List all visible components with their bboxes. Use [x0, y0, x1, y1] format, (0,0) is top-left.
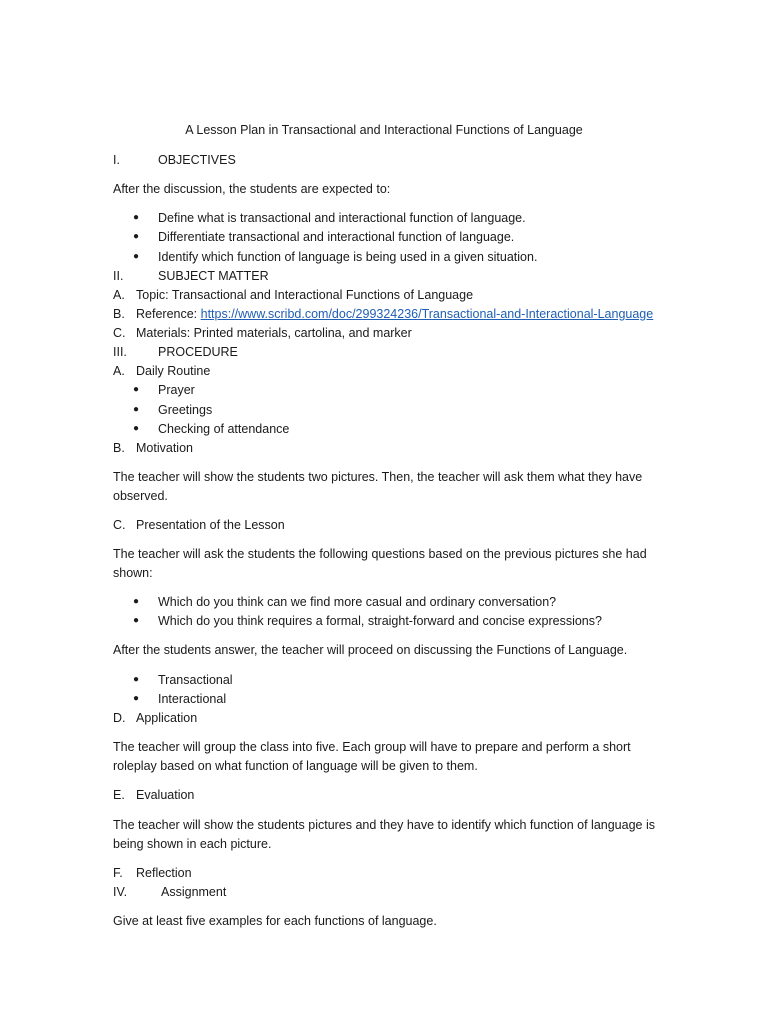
presentation-paragraph-line: The teacher will ask the students the following questions based on the previous pictures she had [113, 547, 647, 561]
reference-line [136, 305, 653, 323]
evaluation-heading: Evaluation [136, 788, 195, 802]
motivation-heading: Motivation [136, 441, 193, 455]
item-letter: F. [113, 866, 123, 880]
reference-link[interactable]: https://www.scribd.com/doc/299324236/Transactional-and-Interactional-Language [200, 307, 654, 321]
presentation-heading: Presentation of the Lesson [136, 518, 285, 532]
motivation-paragraph-line: The teacher will show the students two pictures. Then, the teacher will ask them what they have [113, 470, 643, 484]
bullet-icon: ● [133, 674, 140, 685]
item-letter: A. [113, 288, 125, 302]
section-number-assignment: IV. [113, 885, 128, 899]
function-item: Interactional [158, 692, 227, 706]
bullet-icon: ● [133, 404, 140, 415]
page-title: A Lesson Plan in Transactional and Interactional Functions of Language [185, 123, 583, 137]
evaluation-paragraph-line: The teacher will show the students pictures and they have to identify which function of language is [113, 818, 655, 832]
bullet-icon: ● [133, 596, 140, 607]
application-paragraph-line: The teacher will group the class into five. Each group will have to prepare and perform a short [113, 740, 631, 754]
routine-item: Greetings [158, 403, 213, 417]
routine-item: Checking of attendance [158, 422, 290, 436]
bullet-icon: ● [133, 384, 140, 395]
item-letter: B. [113, 441, 125, 455]
bullet-icon: ● [133, 212, 140, 223]
bullet-icon: ● [133, 231, 140, 242]
section-number-objectives: I. [113, 153, 120, 167]
reference-label: Reference: [136, 307, 201, 321]
application-heading: Application [136, 711, 198, 725]
topic-line: Topic: Transactional and Interactional Functions of Language [136, 288, 474, 302]
section-heading-assignment: Assignment [161, 885, 227, 899]
objectives-intro: After the discussion, the students are expected to: [113, 182, 391, 196]
item-letter: B. [113, 307, 125, 321]
bullet-icon: ● [133, 693, 140, 704]
objective-item: Define what is transactional and interactional function of language. [158, 211, 526, 225]
presentation-paragraph-line: shown: [113, 566, 153, 580]
daily-routine-heading: Daily Routine [136, 364, 211, 378]
materials-line: Materials: Printed materials, cartolina, and marker [136, 326, 412, 340]
item-letter: D. [113, 711, 126, 725]
item-letter: C. [113, 326, 126, 340]
assignment-paragraph: Give at least five examples for each functions of language. [113, 914, 437, 928]
section-number-subject-matter: II. [113, 269, 124, 283]
question-item: Which do you think requires a formal, straight-forward and concise expressions? [158, 614, 602, 628]
function-item: Transactional [158, 673, 233, 687]
objective-item: Differentiate transactional and interactional function of language. [158, 230, 515, 244]
section-heading-objectives: OBJECTIVES [158, 153, 236, 167]
item-letter: E. [113, 788, 125, 802]
motivation-paragraph-line: observed. [113, 489, 168, 503]
reflection-heading: Reflection [136, 866, 192, 880]
application-paragraph-line: roleplay based on what function of language will be given to them. [113, 759, 478, 773]
objective-item: Identify which function of language is being used in a given situation. [158, 250, 538, 264]
section-heading-procedure: PROCEDURE [158, 345, 238, 359]
bullet-icon: ● [133, 423, 140, 434]
section-heading-subject-matter: SUBJECT MATTER [158, 269, 269, 283]
section-number-procedure: III. [113, 345, 127, 359]
evaluation-paragraph-line: being shown in each picture. [113, 837, 272, 851]
routine-item: Prayer [158, 383, 195, 397]
item-letter: C. [113, 518, 126, 532]
after-answer-paragraph: After the students answer, the teacher will proceed on discussing the Functions of Language. [113, 643, 628, 657]
bullet-icon: ● [133, 251, 140, 262]
item-letter: A. [113, 364, 125, 378]
bullet-icon: ● [133, 615, 140, 626]
question-item: Which do you think can we find more casual and ordinary conversation? [158, 595, 557, 609]
